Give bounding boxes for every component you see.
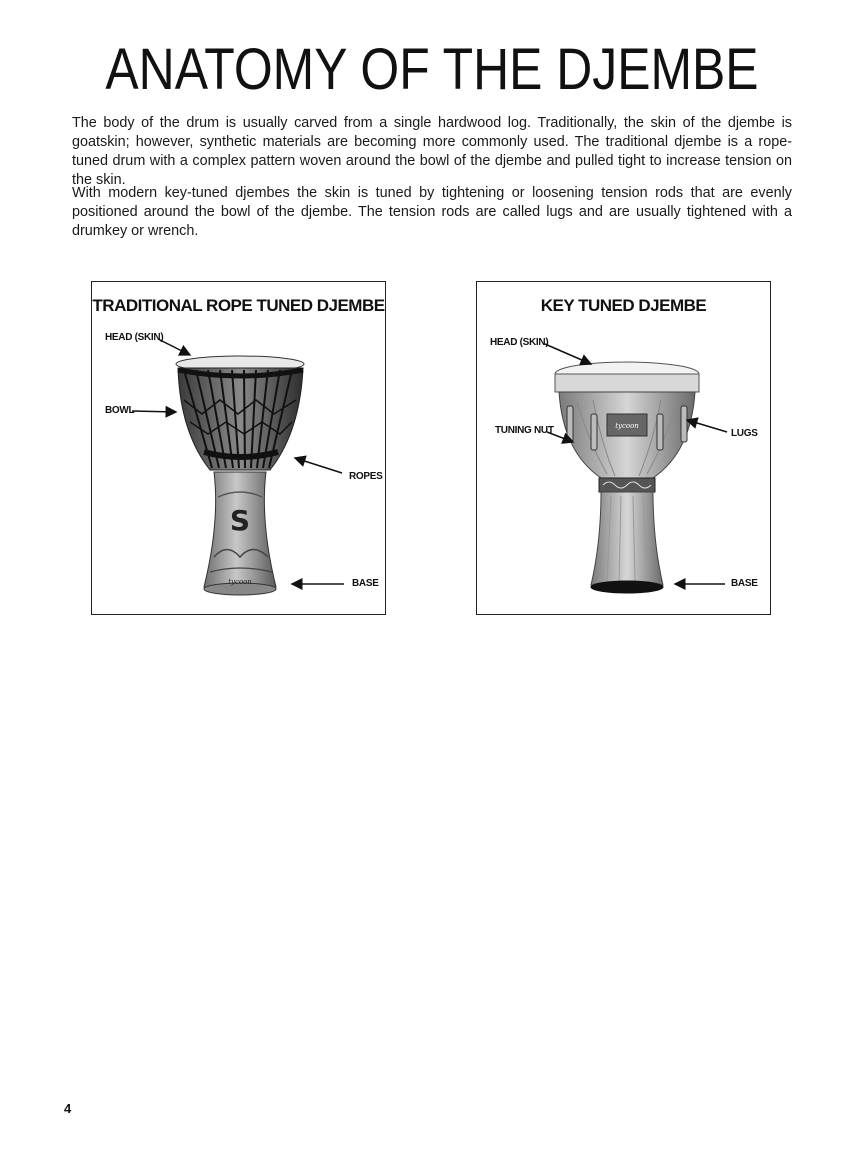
label-base: BASE: [731, 578, 758, 589]
brand-mark: tycoon: [615, 422, 639, 430]
drum-base: [591, 492, 663, 585]
figure-title: KEY TUNED DJEMBE: [540, 296, 707, 315]
key-tuned-paragraph: With modern key-tuned djembes the skin is tuned by tightening or loosening tension rods that are evenly positioned around the bowl of the djembe. The tension rods are called lugs and are usually tightened with a drumkey or wrench.: [72, 185, 792, 239]
label-tuning-nut: TUNING NUT: [495, 425, 554, 436]
label-base: BASE: [352, 578, 379, 589]
figure-title: TRADITIONAL ROPE TUNED DJEMBE: [92, 296, 385, 315]
intro-paragraph: The body of the drum is usually carved from a single hardwood log. Traditionally, the skin of the djembe is goatskin; however, synthetic materials are becoming more commonly used. The traditional djembe is a rope-tuned drum with a complex pattern woven around the bowl of the djembe and pulled tight to increase tension on the skin.: [72, 115, 792, 188]
brand-mark: tycoon: [228, 578, 252, 586]
key-tuned-djembe-figure: [476, 281, 771, 615]
page-title: ANATOMY OF THE DJEMBE: [105, 37, 759, 102]
label-lugs: LUGS: [731, 428, 758, 439]
label-ropes: ROPES: [349, 471, 383, 482]
carved-s-emblem: S: [229, 504, 251, 537]
label-head-skin: HEAD (SKIN): [105, 332, 164, 343]
traditional-djembe-figure: [91, 281, 386, 615]
page-number: 4: [64, 1101, 72, 1116]
label-head-skin: HEAD (SKIN): [490, 337, 549, 348]
key-tuned-djembe-illustration: [477, 282, 772, 616]
label-bowl: BOWL: [105, 405, 135, 416]
